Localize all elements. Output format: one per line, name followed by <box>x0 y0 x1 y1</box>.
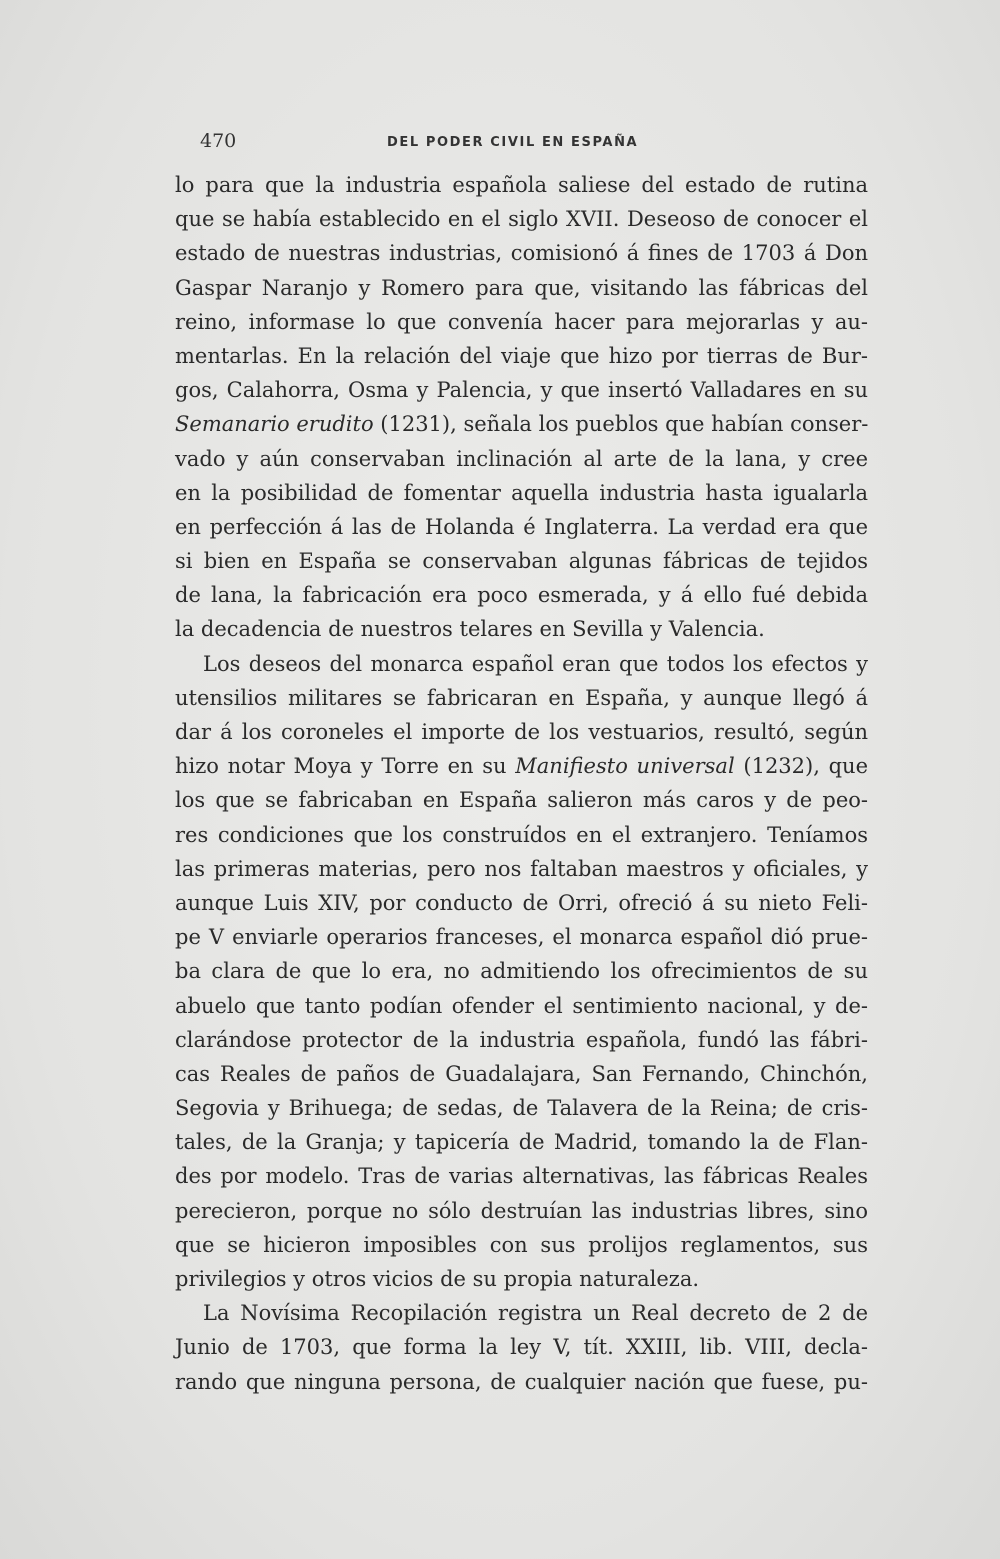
text-run: en la posibilidad de fomentar aquella industria hasta igualarla <box>175 480 868 505</box>
text-run: ba clara de que lo era, no admitiendo los ofrecimientos de su <box>175 959 868 984</box>
text-line <box>175 510 868 544</box>
text-line <box>175 305 868 339</box>
text-line <box>175 1365 868 1399</box>
text-line <box>175 886 868 920</box>
text-run: res condiciones que los construídos en el extranjero. Teníamos <box>175 822 868 847</box>
text-line <box>175 168 868 202</box>
text-run: hizo notar Moya y Torre en su <box>175 754 516 779</box>
body-text <box>175 168 868 1399</box>
text-line <box>175 749 868 783</box>
text-line <box>175 236 868 270</box>
text-run: si bien en España se conservaban algunas fábricas de tejidos <box>175 549 868 574</box>
italic-title: Semanario erudito <box>175 412 374 437</box>
text-run: Junio de 1703, que forma la ley V, tít. XXIII, lib. VIII, decla- <box>175 1335 868 1360</box>
running-title: DEL PODER CIVIL EN ESPAÑA <box>387 135 639 150</box>
text-line <box>175 1228 868 1262</box>
text-line <box>175 1091 868 1125</box>
text-line <box>175 271 868 305</box>
text-run: estado de nuestras industrias, comisionó á fines de 1703 á Don <box>175 241 868 266</box>
text-line <box>175 818 868 852</box>
italic-title: Manifiesto universal <box>515 754 735 779</box>
page-number: 470 <box>200 130 237 152</box>
text-run: rando que ninguna persona, de cualquier nación que fuese, pu- <box>175 1369 868 1394</box>
text-run: utensilios militares se fabricaran en España, y aunque llegó á <box>175 685 868 710</box>
text-run: dar á los coroneles el importe de los vestuarios, resultó, según <box>175 720 868 744</box>
text-run: de lana, la fabricación era poco esmerada, y á ello fué debida <box>175 583 868 608</box>
text-line <box>175 1159 868 1193</box>
text-run: lo para que la industria española saliese del estado de rutina <box>175 173 868 197</box>
text-line <box>175 715 868 749</box>
text-run: abuelo que tanto podían ofender el sentimiento nacional, y de- <box>175 993 868 1018</box>
text-run: Los deseos del monarca español eran que todos los efectos y <box>203 651 868 676</box>
text-line <box>175 407 868 441</box>
text-line <box>175 202 868 236</box>
text-line <box>175 476 868 510</box>
text-run: las primeras materias, pero nos faltaban maestros y oficiales, y <box>175 856 868 881</box>
text-run: en perfección á las de Holanda é Inglaterra. La verdad era que <box>175 514 868 539</box>
text-line <box>175 544 868 578</box>
text-run: cas Reales de paños de Guadalajara, San Fernando, Chinchón, <box>175 1061 868 1086</box>
text-line <box>175 578 868 612</box>
text-line <box>175 1296 868 1330</box>
text-line <box>175 989 868 1023</box>
text-line <box>175 1262 868 1296</box>
text-line <box>175 1330 868 1364</box>
text-run: clarándose protector de la industria española, fundó las fábri- <box>175 1027 868 1052</box>
text-line <box>175 954 868 988</box>
text-line <box>175 647 868 681</box>
text-run: (1232), que <box>734 754 868 779</box>
text-line <box>175 612 868 646</box>
text-run: vado y aún conservaban inclinación al arte de la lana, y cree <box>175 446 868 471</box>
text-run: La Novísima Recopilación registra un Real decreto de 2 de <box>203 1301 868 1326</box>
text-run: los que se fabricaban en España salieron más caros y de peo- <box>175 788 868 813</box>
text-line <box>175 1057 868 1091</box>
text-line <box>175 373 868 407</box>
text-run: reino, informase lo que convenía hacer para mejorarlas y au- <box>175 309 868 334</box>
page-header <box>200 130 900 160</box>
text-line <box>175 339 868 373</box>
text-run: Segovia y Brihuega; de sedas, de Talavera de la Reina; de cris- <box>175 1096 868 1121</box>
text-line <box>175 783 868 817</box>
text-line <box>175 1194 868 1228</box>
text-line <box>175 852 868 886</box>
text-line <box>175 920 868 954</box>
text-run: aunque Luis XIV, por conducto de Orri, ofreció á su nieto Feli- <box>175 890 868 915</box>
text-run: des por modelo. Tras de varias alternativas, las fábricas Reales <box>175 1164 868 1189</box>
text-run: privilegios y otros vicios de su propia naturaleza. <box>175 1267 700 1291</box>
text-run: mentarlas. En la relación del viaje que hizo por tierras de Bur- <box>175 343 868 368</box>
text-run: perecieron, porque no sólo destruían las industrias libres, sino <box>175 1198 868 1223</box>
text-run: Gaspar Naranjo y Romero para que, visitando las fábricas del <box>175 275 868 300</box>
text-run: que se hicieron imposibles con sus prolijos reglamentos, sus <box>175 1232 868 1257</box>
text-run: gos, Calahorra, Osma y Palencia, y que insertó Valladares en su <box>175 378 868 403</box>
text-run: que se había establecido en el siglo XVII. Deseoso de conocer el <box>175 207 868 232</box>
text-run: la decadencia de nuestros telares en Sevilla y Valencia. <box>175 617 765 642</box>
text-line <box>175 681 868 715</box>
text-line <box>175 1023 868 1057</box>
text-line <box>175 442 868 476</box>
text-line <box>175 1125 868 1159</box>
text-run: (1231), señala los pueblos que habían conser- <box>373 412 869 437</box>
text-run: tales, de la Granja; y tapicería de Madrid, tomando la de Flan- <box>175 1130 868 1155</box>
text-run: pe V enviarle operarios franceses, el monarca español dió prue- <box>175 925 868 950</box>
